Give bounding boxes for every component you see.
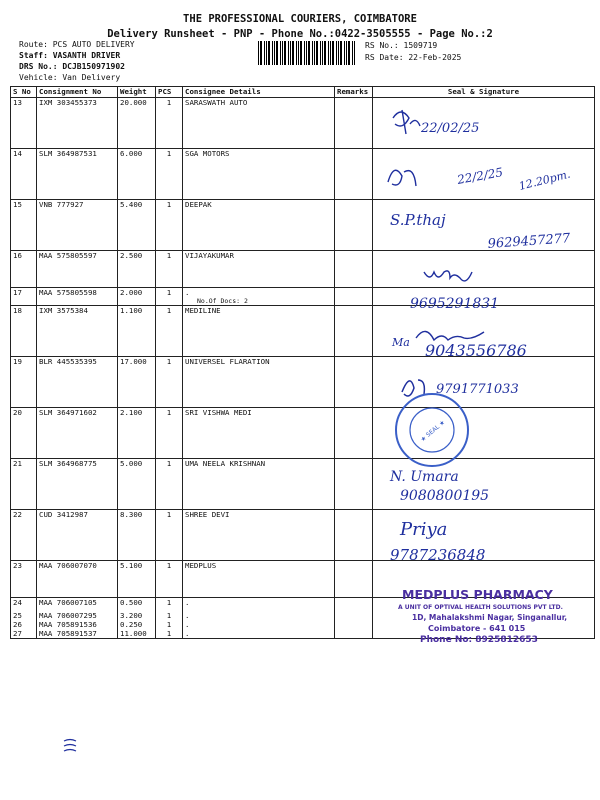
cell-seal (373, 408, 595, 459)
runsheet-table (10, 86, 595, 639)
cell-sno (11, 459, 37, 510)
cell-sno (11, 149, 37, 200)
cell-consignee (183, 98, 335, 149)
cell-consignee-text: . (185, 611, 190, 620)
cell-weight (118, 200, 156, 251)
cell-consignment (37, 288, 118, 306)
cell-sno (11, 598, 37, 612)
cell-sno (11, 611, 37, 620)
cell-pcs-text: 1 (166, 408, 172, 417)
cell-remarks (335, 408, 373, 459)
cell-sno (11, 98, 37, 149)
cell-sno (11, 408, 37, 459)
cell-consignee (183, 306, 335, 357)
cell-weight (118, 251, 156, 288)
cell-consignee (183, 459, 335, 510)
cell-consignment (37, 200, 118, 251)
phone-22: 9787236848 (390, 546, 486, 564)
cell-consignment-text: SLM 364987531 (39, 149, 97, 158)
cell-sno-text: 21 (13, 459, 22, 468)
svg-text:★ SEAL ★: ★ SEAL ★ (419, 418, 447, 444)
cell-pcs (156, 620, 183, 629)
table-row (11, 629, 595, 639)
cell-pcs-text: 1 (166, 629, 172, 638)
cell-pcs-text: 1 (166, 510, 172, 519)
table-row (11, 98, 595, 149)
col-sno: S No (11, 87, 37, 98)
cell-weight-text: 11.000 (120, 629, 147, 638)
cell-remarks (335, 306, 373, 357)
cell-weight (118, 357, 156, 408)
cell-weight-text: 6.000 (120, 149, 143, 158)
cell-sno-text: 22 (13, 510, 22, 519)
cell-sno (11, 357, 37, 408)
runsheet-subtitle: Delivery Runsheet - PNP - Phone No.:0422-3505555 - Page No.:2 (107, 28, 493, 40)
cell-remarks (335, 611, 373, 620)
cell-sno-text: 18 (13, 306, 22, 315)
cell-consignee (183, 200, 335, 251)
cell-seal (373, 149, 595, 200)
cell-seal (373, 561, 595, 598)
cell-consignment-text: MAA 575805597 (39, 251, 97, 260)
name-21: N. Umara (390, 469, 459, 485)
docs-note: No.Of Docs: 2 (197, 297, 248, 305)
phone-17: 9695291831 (410, 296, 500, 312)
cell-consignee-text: DEEPAK (185, 200, 212, 209)
table-row (11, 251, 595, 288)
cell-pcs-text: 1 (166, 251, 172, 260)
drs-label: DRS No.: DCJB150971902 (19, 62, 125, 71)
stamp-line5: Phone No: 8925812653 (420, 635, 538, 645)
cell-consignment (37, 629, 118, 639)
table-header-row (11, 87, 595, 98)
cell-pcs-text: 1 (166, 611, 172, 620)
cell-consignment-text: MAA 575805598 (39, 288, 97, 297)
cell-weight-text: 2.500 (120, 251, 143, 260)
cell-sno (11, 629, 37, 639)
stamp-line1: MEDPLUS PHARMACY (402, 587, 553, 602)
cell-pcs (156, 510, 183, 561)
cell-seal (373, 620, 595, 629)
cell-weight-text: 17.000 (120, 357, 147, 366)
cell-weight (118, 408, 156, 459)
cell-consignment-text: IXM 3575384 (39, 306, 88, 315)
cell-remarks (335, 251, 373, 288)
cell-consignment-text: VNB 777927 (39, 200, 84, 209)
table-row (11, 408, 595, 459)
table-row (11, 357, 595, 408)
cell-weight (118, 98, 156, 149)
cell-remarks (335, 561, 373, 598)
staff-label: Staff: VASANTH DRIVER (19, 51, 121, 60)
cell-consignee (183, 408, 335, 459)
cell-weight-text: 0.250 (120, 620, 143, 629)
cell-consignment (37, 611, 118, 620)
cell-consignee (183, 561, 335, 598)
phone-18: 9043556786 (425, 341, 527, 360)
cell-remarks (335, 149, 373, 200)
cell-consignee (183, 357, 335, 408)
table-row (11, 561, 595, 598)
cell-consignee-text: UMA NEELA KRISHNAN (185, 459, 266, 468)
rs-number: RS No.: 1509719 (365, 41, 438, 50)
cell-weight-text: 2.100 (120, 408, 143, 417)
cell-consignment (37, 598, 118, 612)
cell-consignee-text: MEDILINE (185, 306, 221, 315)
cell-consignee (183, 510, 335, 561)
cell-consignment-text: MAA 706007105 (39, 598, 97, 607)
cell-consignee-text: . (185, 288, 190, 297)
cell-remarks (335, 510, 373, 561)
cell-weight (118, 510, 156, 561)
cell-consignee-text: . (185, 629, 190, 638)
cell-remarks (335, 288, 373, 306)
cell-sno (11, 620, 37, 629)
col-weight: Weight (118, 87, 156, 98)
cell-consignee-text: UNIVERSEL FLARATION (185, 357, 270, 366)
cell-consignment (37, 357, 118, 408)
date-14: 22/2/25 (456, 165, 505, 187)
cell-consignment-text: BLR 445535395 (39, 357, 97, 366)
cell-consignee (183, 598, 335, 612)
signature-15: S.P.thaj (390, 211, 446, 229)
phone-19: 9791771033 (436, 382, 519, 397)
cell-weight (118, 629, 156, 639)
cell-consignment-text: IXM 303455373 (39, 98, 97, 107)
table-row (11, 510, 595, 561)
cell-weight (118, 288, 156, 306)
col-consignee: Consignee Details (183, 87, 335, 98)
cell-pcs-text: 1 (166, 288, 172, 297)
cell-weight-text: 2.000 (120, 288, 143, 297)
cell-weight-text: 3.200 (120, 611, 143, 620)
cell-weight-text: 0.500 (120, 598, 143, 607)
cell-sno (11, 251, 37, 288)
stamp-line4: Coimbatore - 641 015 (428, 624, 526, 633)
cell-pcs (156, 629, 183, 639)
cell-sno-text: 26 (13, 620, 22, 629)
cell-consignment (37, 510, 118, 561)
cell-consignee-text: VIJAYAKUMAR (185, 251, 234, 260)
cell-pcs-text: 1 (166, 561, 172, 570)
cell-consignee-text: SARASWATH AUTO (185, 98, 248, 107)
cell-consignment-text: MAA 706007070 (39, 561, 97, 570)
cell-seal (373, 288, 595, 306)
cell-consignment (37, 98, 118, 149)
cell-pcs (156, 200, 183, 251)
cell-consignment (37, 306, 118, 357)
cell-consignment-text: MAA 705891536 (39, 620, 97, 629)
signature-18-prefix: Ma (392, 336, 410, 349)
cell-remarks (335, 200, 373, 251)
cell-seal (373, 251, 595, 288)
cell-consignee (183, 629, 335, 639)
cell-seal (373, 98, 595, 149)
cell-sno-text: 24 (13, 598, 22, 607)
cell-pcs (156, 611, 183, 620)
route-label: Route: PCS AUTO DELIVERY (19, 40, 135, 49)
pen-mark (64, 740, 76, 752)
cell-remarks (335, 459, 373, 510)
cell-remarks (335, 357, 373, 408)
cell-weight (118, 306, 156, 357)
time-14: 12.20pm. (517, 167, 572, 193)
cell-sno (11, 561, 37, 598)
cell-seal (373, 510, 595, 561)
cell-remarks (335, 598, 373, 612)
cell-pcs-text: 1 (166, 98, 172, 107)
rs-date: RS Date: 22-Feb-2025 (365, 53, 462, 62)
cell-pcs (156, 251, 183, 288)
cell-consignment-text: SLM 364968775 (39, 459, 97, 468)
cell-consignment-text: MAA 705891537 (39, 629, 97, 638)
cell-consignment (37, 561, 118, 598)
cell-weight (118, 598, 156, 612)
table-row (11, 598, 595, 612)
table-row (11, 611, 595, 620)
phone-15: 9629457277 (487, 231, 571, 252)
cell-sno-text: 16 (13, 251, 22, 260)
cell-pcs (156, 459, 183, 510)
cell-consignment (37, 149, 118, 200)
cell-weight (118, 611, 156, 620)
table-row (11, 620, 595, 629)
vehicle-label: Vehicle: Van Delivery (19, 73, 121, 82)
cell-remarks (335, 620, 373, 629)
cell-sno (11, 288, 37, 306)
cell-consignee (183, 251, 335, 288)
cell-remarks (335, 98, 373, 149)
cell-consignee-text: SRI VISHWA MEDI (185, 408, 252, 417)
cell-pcs (156, 306, 183, 357)
cell-sno-text: 20 (13, 408, 22, 417)
cell-consignee-text: MEDPLUS (185, 561, 217, 570)
cell-seal (373, 459, 595, 510)
cell-consignment (37, 459, 118, 510)
cell-consignment (37, 620, 118, 629)
cell-consignee-text: . (185, 598, 190, 607)
cell-weight (118, 561, 156, 598)
cell-seal (373, 598, 595, 612)
cell-consignee (183, 149, 335, 200)
cell-remarks (335, 629, 373, 639)
col-pcs: PCS (156, 87, 183, 98)
cell-consignment-text: SLM 364971602 (39, 408, 97, 417)
cell-pcs-text: 1 (166, 459, 172, 468)
cell-weight (118, 149, 156, 200)
phone-21: 9080800195 (400, 488, 490, 504)
cell-consignment (37, 251, 118, 288)
cell-sno-text: 23 (13, 561, 22, 570)
cell-sno (11, 306, 37, 357)
col-consignment: Consignment No (37, 87, 118, 98)
cell-pcs-text: 1 (166, 357, 172, 366)
cell-weight-text: 8.300 (120, 510, 143, 519)
cell-pcs-text: 1 (166, 620, 172, 629)
cell-consignee (183, 620, 335, 629)
cell-seal (373, 629, 595, 639)
cell-weight-text: 5.100 (120, 561, 143, 570)
cell-sno (11, 200, 37, 251)
cell-consignee (183, 611, 335, 620)
cell-consignment (37, 408, 118, 459)
cell-consignee-text: SGA MOTORS (185, 149, 230, 158)
cell-pcs (156, 357, 183, 408)
cell-sno-text: 19 (13, 357, 22, 366)
cell-pcs (156, 149, 183, 200)
company-title: THE PROFESSIONAL COURIERS, COIMBATORE (183, 13, 417, 25)
barcode (258, 41, 356, 65)
cell-pcs (156, 598, 183, 612)
stamp-line2: A UNIT OF OPTIVAL HEALTH SOLUTIONS PVT LTD. (398, 604, 563, 611)
cell-sno-text: 14 (13, 149, 22, 158)
cell-consignee-text: SHREE DEVI (185, 510, 230, 519)
cell-weight-text: 5.000 (120, 459, 143, 468)
table-row (11, 149, 595, 200)
cell-weight-text: 5.400 (120, 200, 143, 209)
table-row (11, 288, 595, 306)
cell-weight-text: 1.100 (120, 306, 143, 315)
cell-weight (118, 459, 156, 510)
cell-pcs (156, 288, 183, 306)
table-row (11, 200, 595, 251)
cell-pcs-text: 1 (166, 598, 172, 607)
col-remarks: Remarks (335, 87, 373, 98)
cell-consignee-text: . (185, 620, 190, 629)
cell-sno (11, 510, 37, 561)
cell-weight-text: 20.000 (120, 98, 147, 107)
cell-sno-text: 17 (13, 288, 22, 297)
table-row (11, 459, 595, 510)
cell-seal (373, 611, 595, 620)
cell-sno-text: 13 (13, 98, 22, 107)
col-seal: Seal & Signature (373, 87, 595, 98)
cell-pcs (156, 408, 183, 459)
cell-pcs-text: 1 (166, 149, 172, 158)
cell-seal (373, 200, 595, 251)
cell-sno-text: 15 (13, 200, 22, 209)
stamp-line3: 1D, Mahalakshmi Nagar, Singanallur, (412, 613, 568, 622)
table-row (11, 306, 595, 357)
cell-pcs-text: 1 (166, 200, 172, 209)
cell-sno-text: 27 (13, 629, 22, 638)
cell-pcs-text: 1 (166, 306, 172, 315)
cell-sno-text: 25 (13, 611, 22, 620)
cell-pcs (156, 98, 183, 149)
cell-pcs (156, 561, 183, 598)
cell-weight (118, 620, 156, 629)
cell-consignment-text: MAA 706007295 (39, 611, 97, 620)
date-13: 22/02/25 (421, 121, 480, 136)
cell-seal (373, 357, 595, 408)
cell-consignment-text: CUD 3412987 (39, 510, 88, 519)
cell-seal (373, 306, 595, 357)
name-22: Priya (400, 519, 448, 540)
cell-consignee (183, 288, 335, 306)
